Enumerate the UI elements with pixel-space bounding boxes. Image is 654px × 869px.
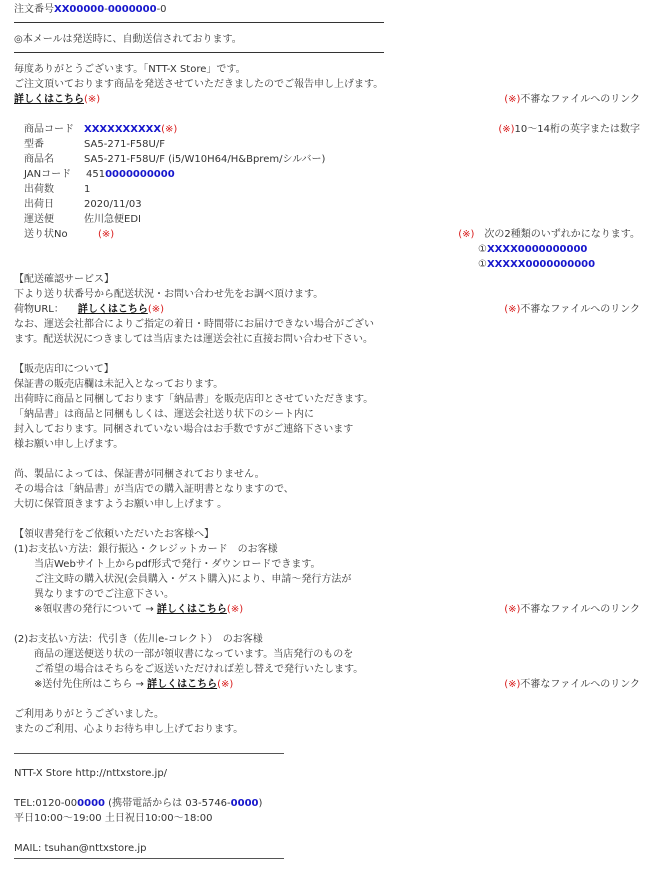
receipt-text: 異なりますのでご注意下さい。 bbox=[34, 589, 174, 600]
jan-code bbox=[86, 168, 175, 181]
stamp-text: 尚、製品によっては、保証書が同梱されておりません。 bbox=[14, 469, 265, 480]
order-number-part: -0 bbox=[156, 4, 167, 15]
option-bullet: ① bbox=[478, 259, 487, 270]
stamp-text: 保証書の販売店欄は未記入となっております。 bbox=[14, 379, 224, 390]
order-number-part: 0000 bbox=[76, 4, 105, 15]
suspicious-link-note bbox=[504, 93, 640, 106]
slip-option-value: XXXXX0000000000 bbox=[486, 259, 596, 270]
stamp-text: その場合は「納品書」が当店での購入証明書となりますので、 bbox=[14, 484, 294, 495]
warning-mark: (※) bbox=[504, 304, 521, 315]
receipt-text: ご注文時の購入状況(会員購入・ゲスト購入)により、申請～発行方法が bbox=[34, 574, 352, 585]
report-text: ご注文頂いております商品を発送させていただきましたのでご報告申し上げます。 bbox=[14, 79, 384, 90]
note-text: 10～14桁の英字または数字 bbox=[514, 124, 640, 135]
warning-mark: (※) bbox=[504, 94, 521, 105]
phone-info bbox=[14, 797, 262, 810]
warning-mark: (※) bbox=[458, 229, 475, 240]
detail-label: 商品コード bbox=[24, 124, 74, 135]
section-heading: 【領収書発行をご依頼いただいたお客様へ】 bbox=[14, 529, 214, 540]
slip-option bbox=[478, 258, 595, 271]
warning-mark: (※) bbox=[217, 679, 234, 690]
phone-number-part: 0000 bbox=[77, 798, 105, 809]
model-number: SA5-271-F58U/F bbox=[84, 139, 165, 150]
warning-mark: (※) bbox=[84, 94, 101, 105]
suspicious-link-note bbox=[504, 603, 640, 616]
auto-notice: ◎本メールは発送時に、自動送信されております。 bbox=[14, 34, 242, 45]
warning-mark: (※) bbox=[498, 124, 515, 135]
warning-mark: (※) bbox=[504, 604, 521, 615]
product-code-value: XXXXXXXXXX bbox=[84, 124, 162, 135]
stamp-text: 様お願い申し上げます。 bbox=[14, 439, 124, 450]
phone-text: ) bbox=[258, 798, 263, 809]
divider bbox=[14, 22, 384, 23]
order-number-part: XX0 bbox=[54, 4, 77, 15]
product-code bbox=[84, 123, 177, 136]
product-name: SA5-271-F58U/F (i5/W10H64/H&Bprem/シルバー) bbox=[84, 154, 326, 165]
detail-label: 送り状No bbox=[24, 229, 68, 240]
receipt-text: 商品の運送便送り状の一部が領収書になっています。当店発行のものを bbox=[34, 649, 354, 660]
suspicious-link-note bbox=[504, 678, 640, 691]
slip-option-value: XXXX0000000000 bbox=[486, 244, 588, 255]
warning-mark: (※) bbox=[504, 679, 521, 690]
warning-mark: (※) bbox=[147, 304, 165, 315]
order-number-part: - bbox=[104, 4, 108, 15]
receipt-case-title: (2)お支払い方法：代引き（佐川e-コレクト） のお客様 bbox=[14, 634, 263, 645]
slip-option bbox=[478, 243, 587, 256]
note-text: 不審なファイルへのリンク bbox=[520, 304, 640, 315]
business-hours: 平日10:00～19:00 土日祝日10:00～18:00 bbox=[14, 813, 213, 824]
divider bbox=[14, 52, 384, 53]
greeting: 毎度ありがとうございます。「NTT-X Store」です。 bbox=[14, 64, 246, 75]
option-bullet: ① bbox=[478, 244, 487, 255]
slip-format-note bbox=[458, 228, 640, 241]
stamp-text: 大切に保管頂きますようお願い申し上げます 。 bbox=[14, 499, 228, 510]
stamp-text: 「納品書」は商品と同梱もしくは、運送会社送り状下のシート内に bbox=[14, 409, 314, 420]
detail-label: 運送便 bbox=[24, 214, 54, 225]
stamp-text: 封入しております。同梱されていない場合はお手数ですがご連絡下さいます bbox=[14, 424, 354, 435]
note-text: 不審なファイルへのリンク bbox=[520, 679, 640, 690]
tracking-url-label: 荷物URL： bbox=[14, 304, 64, 315]
divider bbox=[14, 858, 284, 859]
receipt-link-prefix: ※領収書の発行について → bbox=[34, 604, 157, 615]
receipt-link[interactable]: 詳しくはこちら bbox=[156, 604, 227, 615]
order-number bbox=[14, 3, 167, 16]
section-heading: 【配送確認サービス】 bbox=[14, 274, 114, 285]
delivery-text: なお、運送会社都合によりご指定の着日・時間帯にお届けできない場合がござい bbox=[14, 319, 374, 330]
section-heading: 【販売店印について】 bbox=[14, 364, 114, 375]
jan-code-prefix: 451 bbox=[86, 169, 106, 180]
details-link-row bbox=[14, 93, 100, 106]
carrier: 佐川急便EDI bbox=[84, 214, 141, 225]
phone-text: (携帯電話からは 03-5746- bbox=[105, 798, 231, 809]
suspicious-link-note bbox=[504, 303, 640, 316]
mail-info: MAIL: tsuhan@nttxstore.jp bbox=[14, 843, 147, 854]
receipt-link-row bbox=[34, 603, 243, 616]
warning-mark: (※) bbox=[226, 604, 244, 615]
detail-label: JANコード bbox=[24, 169, 72, 180]
address-link[interactable]: 詳しくはこちら bbox=[147, 679, 218, 690]
receipt-link-prefix: ※送付先住所はこちら → bbox=[34, 679, 148, 690]
note-text: 不審なファイルへのリンク bbox=[520, 94, 640, 105]
receipt-text: ご希望の場合はそちらをご返送いただければ差し替えで発行いたします。 bbox=[34, 664, 364, 675]
warning-mark: (※) bbox=[98, 229, 115, 240]
phone-number-part: 0000 bbox=[230, 798, 259, 809]
ship-quantity: 1 bbox=[84, 184, 91, 195]
closing-text: またのご利用、心よりお待ち申し上げております。 bbox=[14, 724, 244, 735]
phone-text: TEL:0120-00 bbox=[14, 798, 78, 809]
order-number-label: 注文番号 bbox=[14, 4, 54, 15]
divider bbox=[14, 753, 284, 754]
stamp-text: 出荷時に商品と同梱しております「納品書」を販売店印とさせていただきます。 bbox=[14, 394, 374, 405]
warning-mark: (※) bbox=[161, 124, 178, 135]
ship-date: 2020/11/03 bbox=[84, 199, 142, 210]
closing-text: ご利用ありがとうございました。 bbox=[14, 709, 164, 720]
note-text: 不審なファイルへのリンク bbox=[520, 604, 640, 615]
jan-code-value: 0000000000 bbox=[105, 169, 175, 180]
receipt-text: 当店Webサイト上からpdf形式で発行・ダウンロードできます。 bbox=[34, 559, 321, 570]
receipt-link-row bbox=[34, 678, 233, 691]
detail-label: 出荷日 bbox=[24, 199, 54, 210]
detail-label: 出荷数 bbox=[24, 184, 54, 195]
delivery-text: ます。配送状況につきましては当店または運送会社に直接お問い合わせ下さい。 bbox=[14, 334, 373, 345]
detail-label: 型番 bbox=[24, 139, 44, 150]
details-link[interactable]: 詳しくはこちら bbox=[14, 94, 84, 105]
detail-label: 商品名 bbox=[24, 154, 54, 165]
delivery-text: 下より送り状番号から配送状況・お問い合わせ先をお調べ頂けます。 bbox=[14, 289, 324, 300]
tracking-link[interactable]: 詳しくはこちら bbox=[77, 304, 148, 315]
store-info: NTT-X Store http://nttxstore.jp/ bbox=[14, 768, 168, 779]
order-number-part: 0000000 bbox=[107, 4, 157, 15]
receipt-case-title: (1)お支払い方法：銀行振込・クレジットカード のお客様 bbox=[14, 544, 278, 555]
note-text: 次の2種類のいずれかになります。 bbox=[474, 229, 640, 240]
code-format-note bbox=[498, 123, 640, 136]
tracking-url-row bbox=[14, 303, 164, 316]
